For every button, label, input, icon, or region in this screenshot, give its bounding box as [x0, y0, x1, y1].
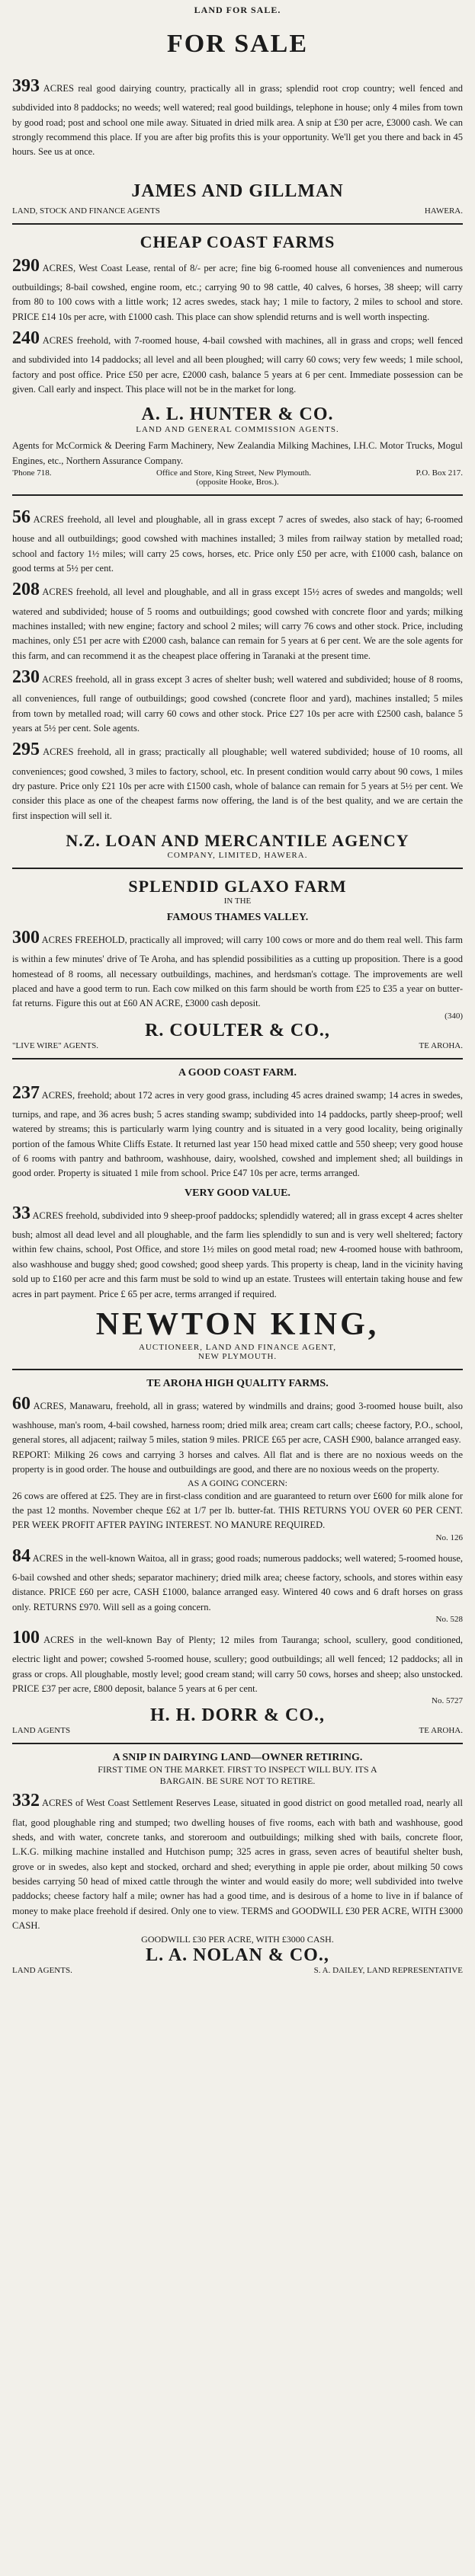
- ad-ref: No. 126: [435, 1532, 463, 1542]
- agent-name: N.Z. LOAN AND MERCANTILE AGENCY: [66, 831, 409, 851]
- agent-line-right: S. A. DAILEY, LAND REPRESENTATIVE: [313, 1965, 463, 1975]
- snip-title: A SNIP IN DAIRYING LAND—OWNER RETIRING.: [112, 1752, 363, 1764]
- agent-line-left: LAND AGENTS: [12, 1726, 71, 1736]
- agent-line-right: TE AROHA.: [419, 1040, 463, 1050]
- ad-text: ACRES of West Coast Settlement Reserves Lease, situated in good district on good metalled road, nearly all flat, good ploughable ring and stumped; two dwelling houses of five rooms, each with bath and washhouse, good sheds, and with water, concrete tanks, and storeroom and outbuildings; milking shed with bails, concrete floor, L.K.G. milking machine installed and Hutchison pump; 325 acres in grass, seven acres of beautiful shelter bush, grove or in swedes, also kept and stocked, orchard and shed; everything in apple pie order, about milking 50 cows besides carrying 50 head of mixed cattle through the winter and would easily do more; well subdivided into twelve paddocks; cheese factory half a mile; owner has had a good time, and is desirous of a home to live in if balance of money to make place freehold if desired. Only one to view. TERMS and GOODWILL £30 PER ACRE, WITH £3000 CASH.: [12, 1798, 464, 1932]
- agent-sub: LAND AND GENERAL COMMISSION AGENTS.: [136, 425, 339, 435]
- office: Office and Store, King Street, New Plymouth.: [156, 468, 311, 478]
- po-box: P.O. Box 217.: [416, 468, 463, 478]
- nzloan-ad-1: [12, 503, 463, 576]
- divider: [12, 1369, 463, 1370]
- ad-number: 300: [12, 928, 40, 948]
- ad-number: 240: [12, 328, 40, 348]
- good-coast-title: A GOOD COAST FARM.: [178, 1066, 297, 1079]
- agent-line-left: "LIVE WIRE" AGENTS.: [12, 1040, 98, 1050]
- divider: [12, 494, 463, 496]
- agent-sub: COMPANY, LIMITED, HAWERA.: [167, 851, 308, 861]
- ad-number: 332: [12, 1791, 40, 1811]
- ad-text: ACRES, West Coast Lease, rental of 8/- per acre; fine big 6-roomed house all conveniences and numerous outbuildings; 8-bail cowshed, engine room, etc.; carrying 90 to 98 cattle, 40 calves, 6 horses, 38 sheep; will carry from 80 to 100 cows with a little work; 12 acres swedes, stack hay; 1 mile to factory, 2 miles to school and store. PRICE £14 10s per acre, with £1000 cash. This place can show splendid returns and is well worth inspecting.: [12, 262, 463, 322]
- glaxo-in-the: IN THE: [223, 896, 252, 906]
- agent-name: JAMES AND GILLMAN: [131, 181, 344, 201]
- tearoha-ad-1: [12, 1390, 463, 1448]
- page-header: LAND FOR SALE.: [194, 5, 281, 15]
- ad-number: 84: [12, 1545, 30, 1566]
- agent-opposite: (opposite Hooke, Bros.).: [196, 478, 279, 487]
- snip-ad: [12, 1787, 463, 1933]
- agent-line: [12, 1966, 463, 1975]
- agent-name: L. A. NOLAN & CO.,: [146, 1945, 329, 1965]
- nzloan-ad-4: [12, 736, 463, 823]
- tearoha-report: REPORT: Milking 26 cows and carrying 3 horses and calves. All flat and is there are no noxious weeds on the property is in good order. The house and outbuildings are good, and there are no noxious weeds on the property.: [12, 1449, 463, 1475]
- phone: 'Phone 718.: [12, 468, 52, 478]
- tearoha-concern-text: 26 cows are offered at £25. They are in first-class condition and are guaranteed to return over £600 for milk alone for the past 12 months. November cheque £62 at 1/7 per lb. butter-fat. THIS RETURNS YOU OVER 60 PER CENT. PER WEEK PROFIT AFTER PAYING INTEREST. NO MANURE REQUIRED.: [12, 1490, 463, 1531]
- ad-text: ACRES in the well-known Bay of Plenty; 12 miles from Tauranga; school, scullery, good conditioned, electric light and power; cowshed 5-roomed house, scullery; good outbuildings; all well fenced; 12 paddocks; all in grass or crops. All ploughable, mostly level; good cream stand; will carry 50 cows, horses and sheep; also unstocked. PRICE £37 per acre, £800 deposit, balance 5 years at 6 per cent.: [12, 1635, 463, 1694]
- ad-text: ACRES in the well-known Waitoa, all in grass; good roads; numerous paddocks; well watered; 5-roomed house, 6-bail cowshed and other sheds; separator machinery; dried milk area; cheese factory, schools, and stores within easy distance. PRICE £60 per acre, CASH £1000, balance arranged easy. Wintered 40 cows and 6 draft horses on grass only. RETURNS £970. Will sell as a going concern.: [12, 1552, 464, 1612]
- agent-town: NEW PLYMOUTH.: [197, 1351, 278, 1361]
- ad-ref: (340): [445, 1011, 463, 1021]
- nzloan-ad-3: [12, 663, 463, 736]
- ad-text: ACRES freehold, with 7-roomed house, 4-bail cowshed with machines, all in grass and crops; well fenced and subdivided into 14 paddocks; all level and all been ploughed; will carry 60 cows; very few weeds; 1 mile school, factory and post office. Price £50 per acre, £2000 cash, balance 5 years at 6 per cent. Immediate possession can be given. Call early and inspect. This place will not be in the market for long.: [12, 335, 463, 395]
- agent-line: [12, 1726, 463, 1735]
- ad-number: 208: [12, 580, 40, 600]
- glaxo-title: SPLENDID GLAXO FARM: [128, 877, 347, 896]
- tearoha-title: TE AROHA HIGH QUALITY FARMS.: [146, 1377, 329, 1389]
- snip-sub-2: BARGAIN. BE SURE NOT TO RETIRE.: [159, 1775, 316, 1787]
- ad-number: 33: [12, 1203, 30, 1223]
- snip-sub-1: FIRST TIME ON THE MARKET. FIRST TO INSPECT WILL BUY. ITS A: [98, 1764, 377, 1775]
- agent-line-right: HAWERA.: [424, 206, 463, 216]
- ad-number: 393: [12, 76, 40, 96]
- ad-text: ACRES freehold, all level and ploughable, all in grass except 7 acres of swedes, also stack of hay; 6-roomed house and all outbuildings; good cowshed with machines installed; 3 miles from railway station by metalled road; school and factory 1½ miles; will carry 25 cows, horses, etc. Price only £50 per acre, with £1000 cash, balance on good terms at 5½ per cent.: [12, 514, 463, 574]
- ad-text: ACRES freehold, all level and ploughable, and all in grass except 15½ acres of swedes and mangolds; well watered and subdivided; house of 5 rooms and outbuildings; good cowshed with concrete floor and yards; milking machines installed; with new engine; factory and school 2 miles; will carry 76 cows and other stock. Price, including machines, only £51 per acre with £2000 cash, balance can remain for 5 years at 6 per cent. We are the sole agents for this farm, and can recommend it as the cheapest place offering in Taranaki at the present time.: [12, 586, 463, 661]
- ad-text: ACRES, freehold; about 172 acres in very good grass, including 45 acres drained swamp; 14 acres in swedes, turnips, and rape, and 36 acres bush; 5 acres standing swamp; subdivided into 14 paddocks, partly sheep-proof; well watered by streams; this is particularly warm lying country and is situated in a very good locality, being originally portion of the famous White Cliffs Estate. It returned last year 150 head mixed cattle and 550 sheep; very good house of 6 rooms with pantry and bathroom, washhouse, dairy, woolshed, cowshed and implement shed; all buildings in good order. Property is situated 1 mile from school. Price £47 10s per acre, terms arranged.: [12, 1089, 463, 1179]
- for-sale-ad: [12, 72, 463, 160]
- ad-number: 56: [12, 507, 30, 528]
- divider: [12, 1058, 463, 1059]
- agent-line: [12, 1041, 463, 1050]
- agent-name: R. COULTER & CO.,: [145, 1020, 330, 1040]
- divider: [12, 223, 463, 225]
- agent-name: H. H. DORR & CO.,: [150, 1705, 325, 1726]
- glaxo-ad: [12, 924, 463, 1012]
- ad-number: 295: [12, 740, 40, 760]
- tearoha-concern: AS A GOING CONCERN:: [187, 1477, 287, 1488]
- glaxo-valley: FAMOUS THAMES VALLEY.: [166, 912, 309, 924]
- agent-name: A. L. HUNTER & CO.: [141, 404, 334, 425]
- agent-sub: AUCTIONEER, LAND AND FINANCE AGENT,: [138, 1342, 337, 1352]
- coast-title: CHEAP COAST FARMS: [140, 232, 335, 251]
- tearoha-ad-2: [12, 1542, 463, 1615]
- value-ad: [12, 1200, 463, 1302]
- divider: [12, 868, 463, 869]
- agent-contact: [12, 468, 463, 478]
- agent-desc: Agents for McCormick & Deering Farm Machinery, New Zealandia Milking Machines, I.H.C. Motor Trucks, Mogul Engines, etc., Northern Assurance Company.: [12, 440, 463, 466]
- ad-ref: No. 528: [435, 1615, 463, 1624]
- snip-goodwill: GOODWILL £30 PER ACRE, WITH £3000 CASH.: [141, 1933, 334, 1945]
- ad-number: 290: [12, 255, 40, 276]
- tearoha-ad-3: [12, 1624, 463, 1696]
- coast-ad-1: [12, 252, 463, 324]
- ad-number: 60: [12, 1393, 30, 1414]
- ad-number: 237: [12, 1082, 40, 1103]
- agent-name: NEWTON KING,: [95, 1306, 380, 1342]
- divider: [12, 1743, 463, 1744]
- ad-text: ACRES FREEHOLD, practically all improved; will carry 100 cows or more and do them real well. This farm is within a few minutes' drive of Te Aroha, and has splendid possibilities as a cutting up proposition. There is a good homestead of 8 rooms, all necessary outbuildings, machines, and herdsman's cottage. The improvements are well placed and have a good term to run. Each cow milked on this farm should be worth from £25 to £35 a year on butter-fat returns. Figure this out at £60 AN ACRE, £3000 cash deposit.: [12, 935, 463, 1009]
- ad-text: ACRES freehold, all in grass except 3 acres of shelter bush; well watered and subdivided; house of 8 rooms, all conveniences, full range of outbuildings; good cowshed (concrete floor and yard), machines installed; 5 miles from town by metalled road; will carry 60 cows and other stock. Price £27 10s per acre with £2500 cash, balance 5 years at 5½ per cent. Sole agents.: [12, 674, 463, 733]
- agent-line: [12, 206, 463, 216]
- agent-line-left: LAND, STOCK AND FINANCE AGENTS: [12, 206, 160, 216]
- agent-line-right: TE AROHA.: [419, 1726, 463, 1736]
- value-title: VERY GOOD VALUE.: [185, 1187, 290, 1199]
- ad-number: 100: [12, 1628, 40, 1648]
- ad-ref: No. 5727: [432, 1696, 463, 1706]
- good-coast-ad: [12, 1079, 463, 1181]
- ad-number: 230: [12, 667, 40, 688]
- ad-text: ACRES, Manawaru, freehold, all in grass; watered by windmills and drains; good 3-roomed house built, also washhouse, man's room, 4-bail cowshed, harness room; dried milk area; cream cart calls; cheese factory, P.O., school, general stores, all adjacent; railway 5 miles, station 9 miles. PRICE £65 per acre, CASH £900, balance arranged easy.: [12, 1400, 463, 1446]
- ad-text: ACRES freehold, subdivided into 9 sheep-proof paddocks; splendidly watered; all in grass except 4 acres shelter bush; almost all dead level and all ploughable, and the farm lies splendidly to sun and is very well sheltered; factory within few chains, school, Post Office, and store 1½ miles on good metal road; new 4-roomed house with bathroom, also washhouse and buggy shed; good cowshed; good sheep yards. This property is cheap, land in the vicinity having sold up to £160 per acre and this farm must be sold to wind up an estate. Trustees will entertain taking house and few acres in part payment. Price £ 65 per acre, terms arranged if required.: [12, 1210, 464, 1299]
- coast-ad-2: [12, 324, 463, 397]
- nzloan-ad-2: [12, 576, 463, 663]
- for-sale-title: FOR SALE: [166, 30, 309, 58]
- ad-text: ACRES freehold, all in grass; practically all ploughable; well watered subdivided; house of 10 rooms, all conveniences; good cowshed, 3 miles to factory, school, etc. In present condition would carry about 90 cows, 1 miles dry pasture. Price only £21 10s per acre with £1500 cash, whole of balance can remain for 5 years at 5½ per cent. We consider this place as one of the cheapest farms now offering, the land is of the best quality, and we are certain the first inspection will sell it.: [12, 746, 464, 821]
- agent-line-left: LAND AGENTS.: [12, 1965, 72, 1975]
- ad-text: ACRES real good dairying country, practically all in grass; splendid root crop country; well fenced and subdivided into 8 paddocks; no weeds; well watered; real good buildings, telephone in house; only 4 miles from town by good road; post and school one mile away. Situated in dried milk area. A snip at £30 per acre, £3000 cash. We can strongly recommend this place. If you are after big profits this is your opportunity. We'll get you there and back in 45 hours. See us at once.: [12, 83, 463, 158]
